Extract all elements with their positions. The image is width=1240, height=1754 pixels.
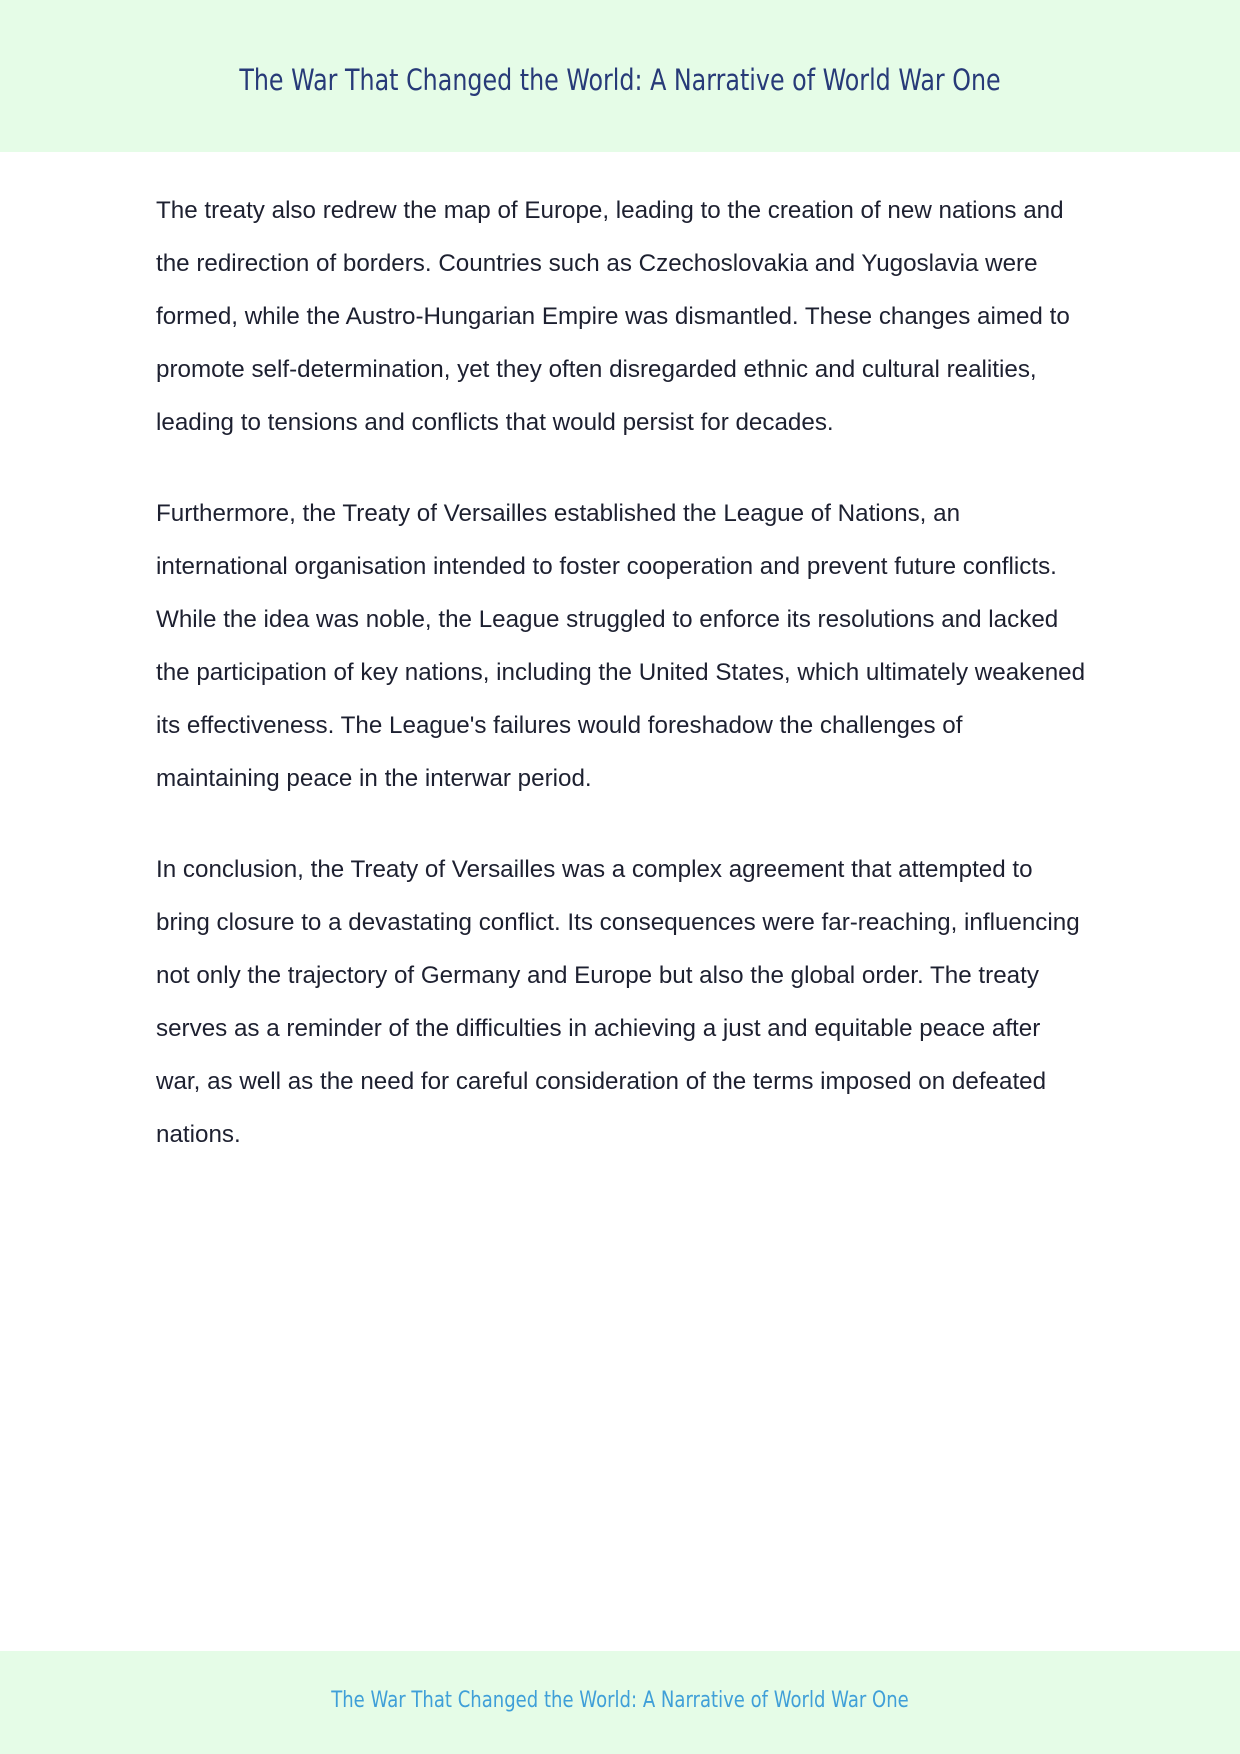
paragraph-conclusion: In conclusion, the Treaty of Versailles was a complex agreement that attempted to bring closure to a devastating conflict. Its consequences were far-reaching, influencing not only the trajectory of Germany and Europe but also the global order. The treaty serves as a reminder of the difficulties in achieving a just and equitable peace after war, as well as the need for careful consideration of the terms imposed on defeated nations. [156, 856, 1080, 1148]
page-title: The War That Changed the World: A Narrative of World War One [239, 63, 1001, 97]
paragraph-league-of-nations: Furthermore, the Treaty of Versailles established the League of Nations, an international organisation intended to foster cooperation and prevent future conflicts. While the idea was noble, the League struggled to enforce its resolutions and lacked the participation of key nations, including the United States, which ultimately weakened its effectiveness. The League's failures would foreshadow the challenges of maintaining peace in the interwar period. [156, 500, 1086, 792]
page-footer [0, 1651, 1240, 1754]
page-header [0, 0, 1240, 152]
document-body [156, 184, 1086, 1199]
paragraph-map-redrawn: The treaty also redrew the map of Europe, leading to the creation of new nations and the redirection of borders. Countries such as Czechoslovakia and Yugoslavia were formed, while the Austro-Hungarian Empire was dismantled. These changes aimed to promote self-determination, yet they often disregarded ethnic and cultural realities, leading to tensions and conflicts that would persist for decades. [156, 197, 1070, 436]
footer-title: The War That Changed the World: A Narrative of World War One [331, 1688, 909, 1713]
